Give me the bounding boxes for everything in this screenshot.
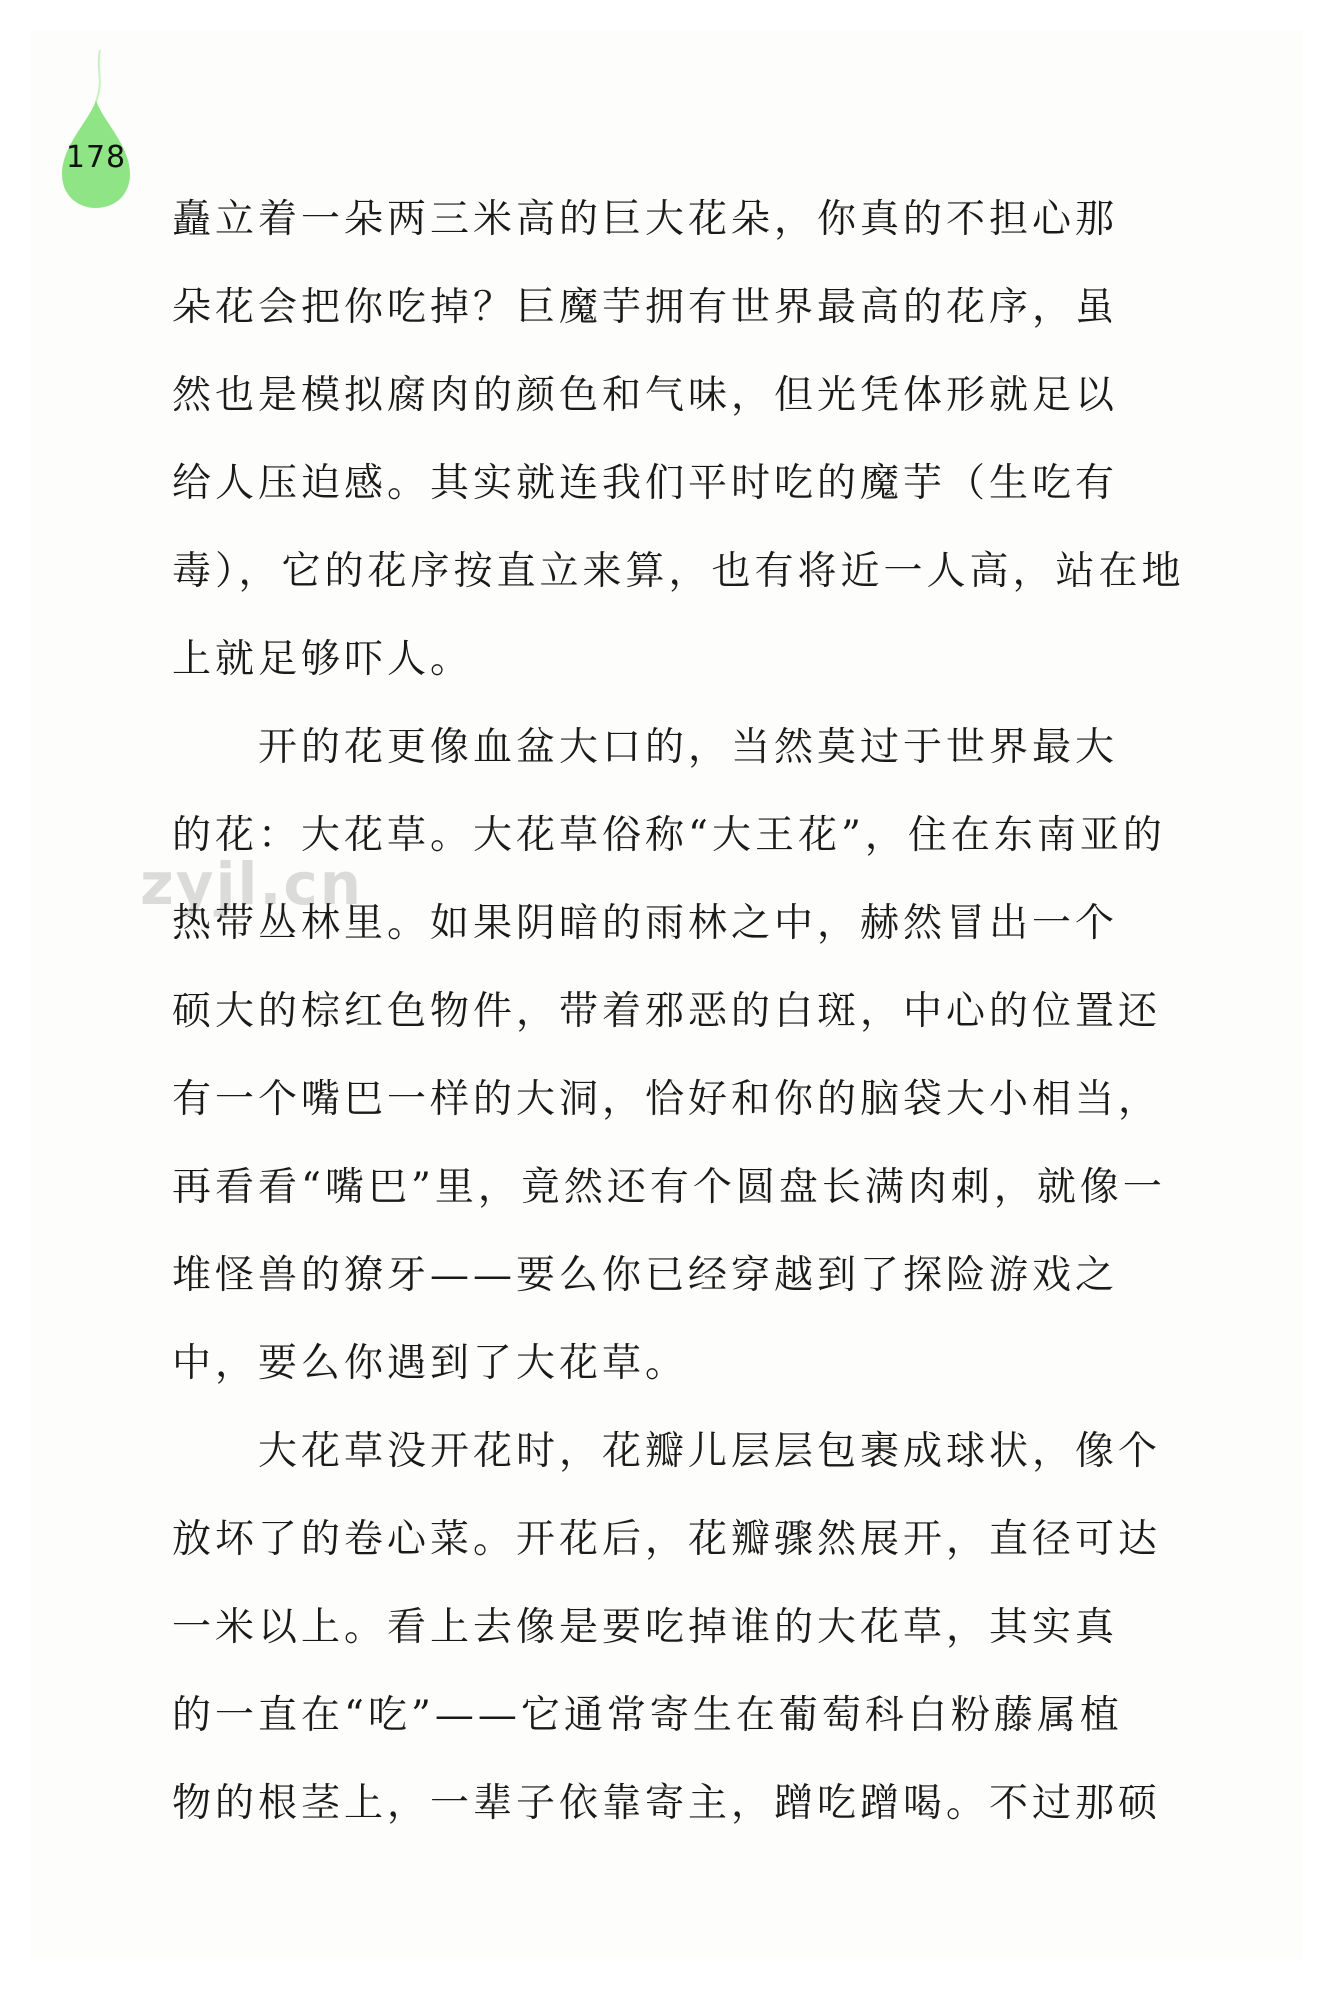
text-line: 的花：大花草。大花草俗称“大王花”，住在东南亚的 <box>172 813 1166 858</box>
text-line: 一米以上。看上去像是要吃掉谁的大花草，其实真 <box>172 1605 1119 1650</box>
text-line: 热带丛林里。如果阴暗的雨林之中，赫然冒出一个 <box>172 901 1119 946</box>
text-line: 再看看“嘴巴”里，竟然还有个圆盘长满肉刺，就像一 <box>172 1165 1166 1210</box>
text-line: 上就足够吓人。 <box>172 637 474 682</box>
text-line: 硕大的棕红色物件，带着邪恶的白斑，中心的位置还 <box>172 989 1162 1034</box>
body-text <box>172 176 1212 1848</box>
text-line: 中，要么你遇到了大花草。 <box>172 1341 689 1386</box>
text-line: 的一直在“吃”——它通常寄生在葡萄科白粉藤属植 <box>172 1693 1123 1738</box>
leaf-drop-icon <box>60 50 132 210</box>
text-line: 放坏了的卷心菜。开花后，花瓣骤然展开，直径可达 <box>172 1517 1162 1562</box>
text-line: 开的花更像血盆大口的，当然莫过于世界最大 <box>172 725 1119 770</box>
text-line: 大花草没开花时，花瓣儿层层包裹成球状，像个 <box>172 1429 1162 1474</box>
text-line: 毒），它的花序按直立来算，也有将近一人高，站在地 <box>172 549 1185 594</box>
page-number-badge <box>60 50 132 210</box>
text-line: 矗立着一朵两三米高的巨大花朵，你真的不担心那 <box>172 197 1119 242</box>
text-line: 物的根茎上，一辈子依靠寄主，蹭吃蹭喝。不过那硕 <box>172 1781 1162 1826</box>
text-line: 有一个嘴巴一样的大洞，恰好和你的脑袋大小相当， <box>172 1077 1162 1122</box>
watermark: zyjl.cn <box>140 850 364 918</box>
text-line: 给人压迫感。其实就连我们平时吃的魔芋（生吃有 <box>172 461 1119 506</box>
text-line: 然也是模拟腐肉的颜色和气味，但光凭体形就足以 <box>172 373 1119 418</box>
text-line: 堆怪兽的獠牙——要么你已经穿越到了探险游戏之 <box>172 1253 1119 1298</box>
text-line: 朵花会把你吃掉？巨魔芋拥有世界最高的花序，虽 <box>172 285 1119 330</box>
page-number: 178 <box>65 140 127 175</box>
